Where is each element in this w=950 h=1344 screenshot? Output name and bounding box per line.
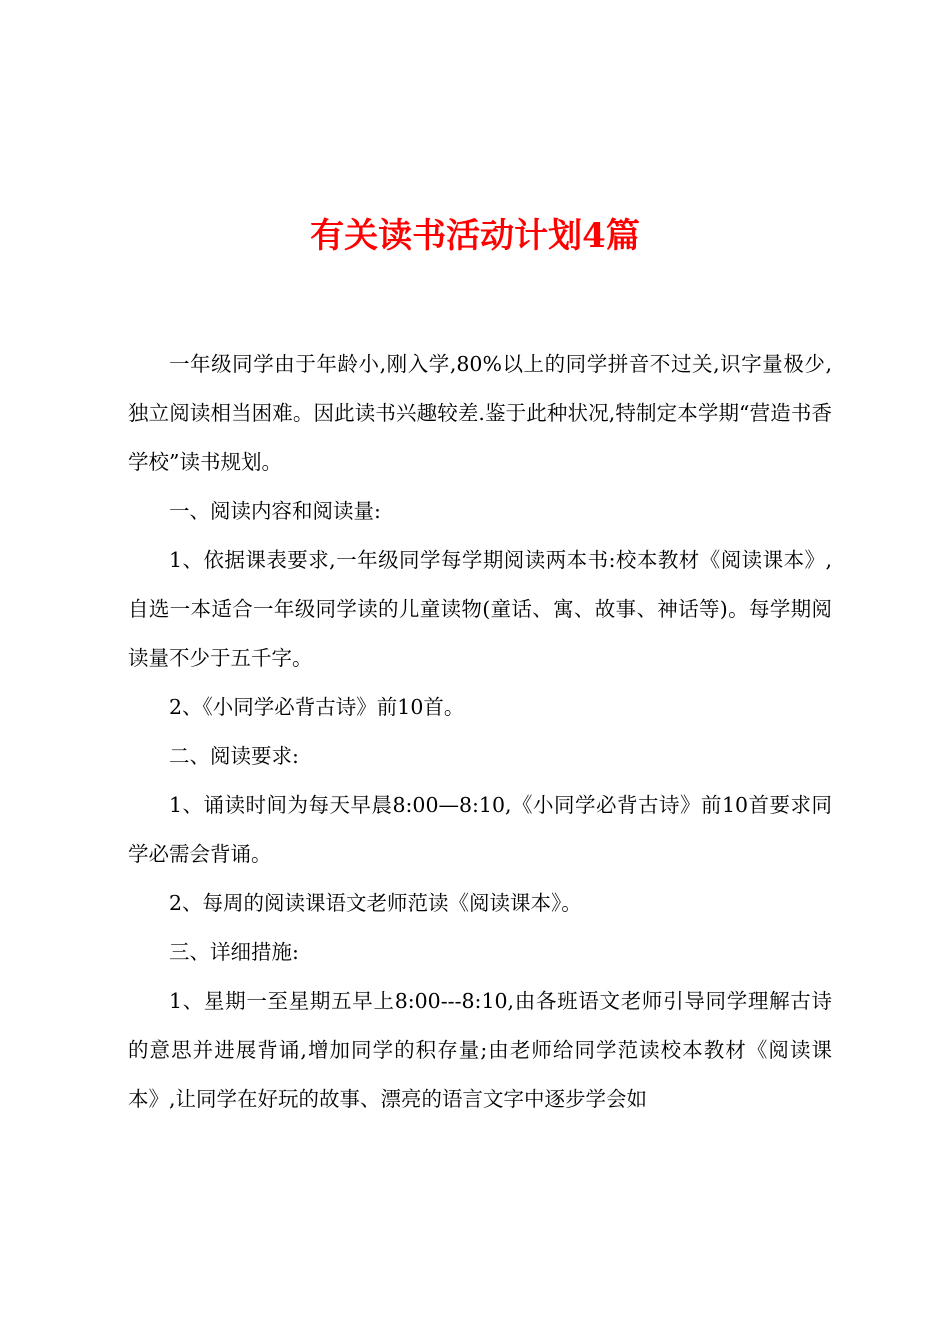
section-heading-reading-content: 一、阅读内容和阅读量: xyxy=(169,499,381,523)
paragraph-item: 2、每周的阅读课语文老师范读《阅读课本》。 xyxy=(169,891,582,915)
document-body xyxy=(128,340,832,1124)
section-heading-measures: 三、详细措施: xyxy=(169,940,299,964)
paragraph-intro: 一年级同学由于年龄小,刚入学,80%以上的同学拼音不过关,识字量极少,独立阅读相当困难。因此读书兴趣较差.鉴于此种状况,特制定本学期“营造书香学校”读书规划。 xyxy=(128,352,832,474)
section-heading-reading-requirements: 二、阅读要求: xyxy=(169,744,299,768)
paragraph-item: 1、依据课表要求,一年级同学每学期阅读两本书:校本教材《阅读课本》,自选一本适合一年级同学读的儿童读物(童话、寓、故事、神话等)。每学期阅读量不少于五千字。 xyxy=(128,548,832,670)
document-title: 有关读书活动计划4篇 xyxy=(310,216,640,256)
paragraph-item: 1、诵读时间为每天早晨8:00—8:10,《小同学必背古诗》前10首要求同学必需会背诵。 xyxy=(128,793,832,866)
paragraph-item: 1、星期一至星期五早上8:00---8:10,由各班语文老师引导同学理解古诗的意思并进展背诵,增加同学的积存量;由老师给同学范读校本教材《阅读课本》,让同学在好玩的故事、漂亮的语言文字中逐步学会如 xyxy=(128,989,832,1111)
paragraph-item: 2、《小同学必背古诗》前10首。 xyxy=(169,695,465,719)
